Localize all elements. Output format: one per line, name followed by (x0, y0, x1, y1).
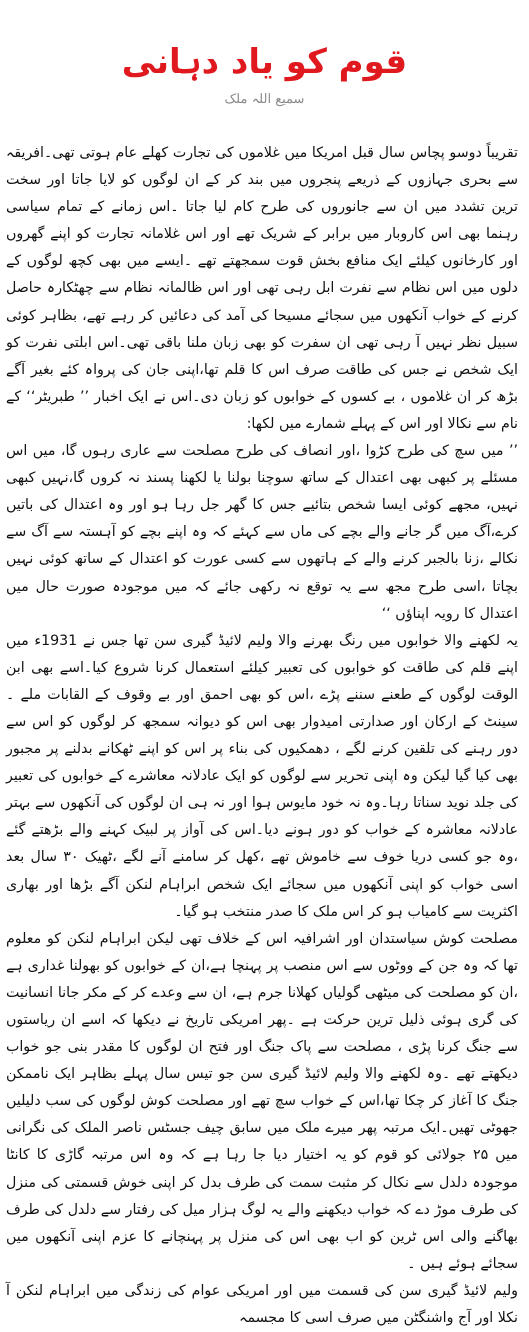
article-paragraph: یہ لکھنے والا خوابوں میں رنگ بھرنے والا ولیم لائیڈ گیری سن تھا جس نے 1931ء میں اپنے قلم کی طاقت کو خوابوں کی تعبیر کیلئے استعمال کرنا شروع کیا۔اسے بھی ابن الوقت لوگوں کے طعنے سننے پڑے ،اس کو بھی احمق اور بے وقوف کے القابات ملے ۔سینٹ کے ارکان اور صدارتی امیدوار بھی اس کو دیوانہ سمجھ کر لوگوں کو اس سے دور رہنے کی تلقین کرنے لگے ، دھمکیوں کی بناء پر اس کو اپنے ٹھکانے بدلنے پر مجبور بھی کیا گیا لیکن وہ اپنی تحریر سے لوگوں کو ایک عادلانہ معاشرے کے خوابوں کی تعبیر کی جلد نوید سناتا رہا۔وہ نہ خود مایوس ہوا اور نہ ہی ان لوگوں کی آنکھوں سے بہتر عادلانہ معاشرہ کے خواب کو دور ہونے دیا۔اس کی آواز پر لبیک کہنے والے بڑھتے گئے ،وہ جو کسی دریا خوف سے خاموش تھے ،کھل کر سامنے آنے لگے ،ٹھیک ۳۰ سال بعد اسی خواب کو اپنی آنکھوں میں سجائے ایک شخص ابراہام لنکن آگے بڑھا اور بھاری اکثریت سے کامیاب ہو کر اس ملک کا صدر منتخب ہو گیا۔ (6, 632, 518, 920)
article-title: قوم کو یاد دہانی (121, 42, 408, 82)
article-body (6, 140, 518, 1332)
article-quote-paragraph: ’’ میں سچ کی طرح کڑوا ،اور انصاف کی طرح مصلحت سے عاری رہوں گا، میں اس مسئلے پر کبھی بھی اعتدال کے ساتھ سوچنا بولنا یا لکھنا پسند نہ کروں گا،نہیں کبھی نہیں، مجھے کوئی ایسا شخص بتائیے جس کا گھر جل رہا ہو اور وہ اعتدال کی باتیں کرے،آگ میں گر جانے والے بچے کی ماں سے کہئے کہ وہ اپنے بچے کو آہستہ سے آگ سے نکالے ،زنا بالجبر کرنے والے کے ہاتھوں سے کسی عورت کو اعتدال کے ساتھ کوئی نہیں بچاتا ،اسی طرح مجھ سے یہ توقع نہ رکھی جائے کہ میں موجودہ صورت حال میں اعتدال کا رویہ اپناؤں ‘‘ (6, 443, 518, 622)
author-byline: سمیع اللہ ملک (224, 92, 305, 107)
article-paragraph: ولیم لائیڈ گیری سن کی قسمت میں اور امریکی عوام کی زندگی میں ابراہام لنکن آ نکلا اور آج واشنگٹن میں صرف اسی کا مجسمہ (6, 1282, 518, 1327)
article-paragraph: تقریباً دوسو پچاس سال قبل امریکا میں غلاموں کی تجارت کھلے عام ہوتی تھی۔افریقہ سے بحری جہازوں کے ذریعے پنجروں میں بند کر کے ان لوگوں کو لایا جاتا اور سخت ترین تشدد میں ان سے جانوروں کی طرح کام لیا جاتا ۔اس زمانے کے تمام سیاسی رہنما بھی اس کاروبار میں برابر کے شریک تھے اور اس غلامانہ تجارت کو اپنے گھروں اور کارخانوں کیلئے ایک منافع بخش قوت سمجھتے تھے ۔ایسے میں بھی کچھ لوگوں کے دلوں میں اس نظام سے نفرت ابل رہی تھی اور اس ظالمانہ نظام سے چھٹکارہ حاصل کرنے کے خواب آنکھوں میں سجائے مسیحا کی آمد کی دعائیں کر رہے تھے، بظاہر کوئی سبیل نظر نہیں آ رہی تھی ان سفرت کو بھی زبان ملنا باقی تھی۔اس ابلتی نفرت کو ایک شخص نے جس کی طاقت صرف اس کا قلم تھا،اپنی جان کی پرواہ کئے بغیر آگے بڑھ کر ان غلاموں ، بے کسوں کے خوابوں کو زبان دی۔اس نے ایک اخبار ’’ طبریٹر‘‘ کے نام سے نکالا اور اس کے پہلے شمارے میں لکھا: (6, 145, 518, 432)
article-paragraph: مصلحت کوش سیاستدان اور اشرافیہ اس کے خلاف تھی لیکن ابراہام لنکن کو معلوم تھا کہ وہ جن کے ووٹوں سے اس منصب پر پہنچا ہے،ان کے خوابوں کو بھولنا غداری ہے ،ان کو مصلحت کی میٹھی گولیاں کھلانا جرم ہے، ان سے وعدے کر کے مکر جانا انسانیت کی گری ہوئی ذلیل ترین حرکت ہے ۔پھر امریکی تاریخ نے دیکھا کہ اسے ان ریاستوں سے جنگ کرنا پڑی ، مصلحت سے پاک جنگ اور فتح ان لوگوں کا مقدر بنی جو خواب دیکھتے تھے ۔وہ لکھنے والا ولیم لائیڈ گیری سن جو تیس سال پہلے بظاہر ایک ناممکن جنگ کا آغاز کر چکا تھا،اس کے خواب سچ تھے اور مصلحت کوش لوگوں کی سب دلیلیں جھوٹی تھیں۔ایک مرتبہ پھر میرے ملک میں سابق چیف جسٹس ناصر الملک کی نگرانی میں ۲۵ جولائی کو قوم کو یہ اختیار دیا جا رہا ہے کہ وہ اس مرتبہ گاڑی کا کانٹا موجودہ دلدل سے نکال کر مثبت سمت کی طرف بدل کر اپنی خوش قسمتی کی منزل کی طرف موڑ دے کہ خواب دیکھنے والے یہ لوگ ہزار میل کی رفتار سے دلدل کی طرف بھاگنے والی اس ٹرین کو اب بھی اس کی منزل پر پہنچانے کا عزم اپنی آنکھوں میں سجائے ہوئے ہیں ۔ (6, 930, 518, 1272)
